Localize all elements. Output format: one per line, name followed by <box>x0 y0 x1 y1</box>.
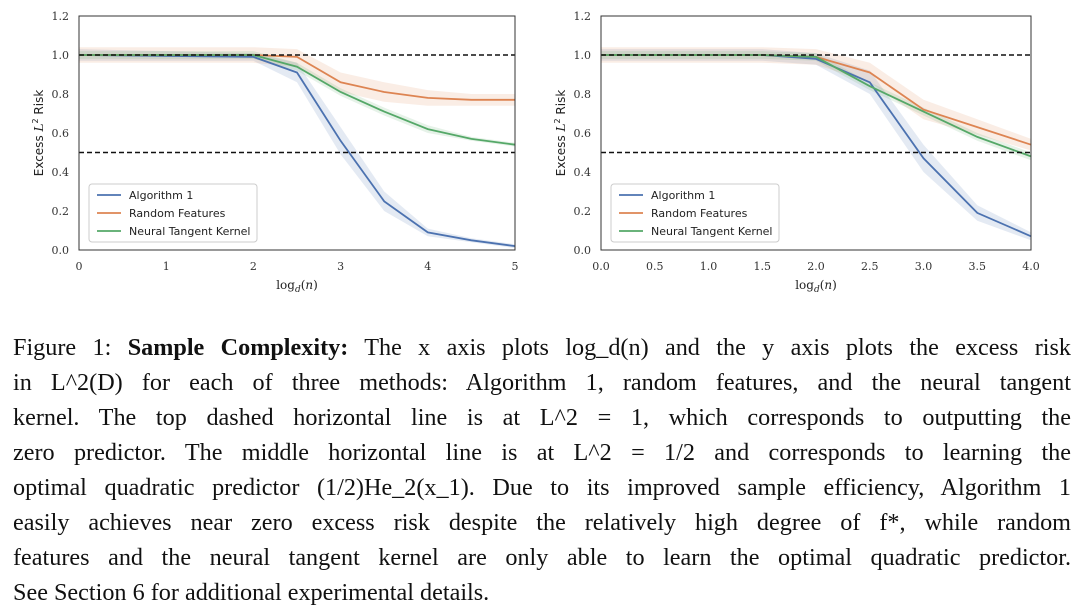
legend-label-1: Algorithm 1 <box>651 189 716 202</box>
caption-line-5: optimal quadratic predictor (1/2)He_2(x_1). Due to its improved sample efficiency, Algorithm 1 <box>13 474 1071 501</box>
y-tick-label: 0.4 <box>573 166 591 179</box>
caption-line-2: in L^2(D) for each of three methods: Algorithm 1, random features, and the neural tangent <box>13 369 1071 396</box>
x-tick-label: 4.0 <box>1022 260 1040 273</box>
caption-line-7: features and the neural tangent kernel are only able to learn the optimal quadratic predictor. <box>13 544 1071 571</box>
legend-label-1: Algorithm 1 <box>129 189 194 202</box>
series-line-3 <box>601 55 1031 156</box>
x-tick-label: 1 <box>162 260 170 273</box>
charts-svg <box>0 0 1080 300</box>
x-tick-label: 2.0 <box>807 260 825 273</box>
x-axis-label: $\log_d(n)$ <box>276 278 318 295</box>
legend-label-2: Random Features <box>651 207 748 220</box>
x-tick-label: 0.0 <box>592 260 610 273</box>
chart-1 <box>31 10 519 295</box>
legend-label-2: Random Features <box>129 207 226 220</box>
caption-line-4: zero predictor. The middle horizontal line is at L^2 = 1/2 and corresponds to learning the <box>13 439 1071 466</box>
caption-heading: Sample Complexity: <box>127 334 349 361</box>
caption-text: The x axis plots log_d(n) and the y axis plots the excess risk <box>364 334 1071 361</box>
caption-line-8: See Section 6 for additional experimental details. <box>13 579 490 606</box>
caption-line-3: kernel. The top dashed horizontal line is at L^2 = 1, which corresponds to outputting the <box>13 404 1071 431</box>
y-tick-label: 0.0 <box>51 244 69 257</box>
x-tick-label: 3.5 <box>968 260 986 273</box>
y-tick-label: 0.8 <box>51 88 69 101</box>
y-tick-label: 0.0 <box>573 244 591 257</box>
y-axis-label: Excess $L^2$ Risk <box>553 89 568 177</box>
y-tick-label: 1.0 <box>573 49 591 62</box>
y-tick-label: 0.6 <box>51 127 69 140</box>
y-tick-label: 0.8 <box>573 88 591 101</box>
x-axis-label: $\log_d(n)$ <box>795 278 837 295</box>
y-tick-label: 1.2 <box>51 10 69 23</box>
y-axis-label: Excess $L^2$ Risk <box>31 89 46 177</box>
x-tick-label: 3 <box>337 260 345 273</box>
x-tick-label: 2.5 <box>861 260 879 273</box>
legend-label-3: Neural Tangent Kernel <box>651 225 773 238</box>
caption-line-1 <box>13 330 1071 365</box>
y-tick-label: 0.4 <box>51 166 69 179</box>
y-tick-label: 1.0 <box>51 49 69 62</box>
x-tick-label: 1.0 <box>699 260 718 273</box>
y-tick-label: 0.6 <box>573 127 591 140</box>
y-tick-label: 1.2 <box>573 10 591 23</box>
figure-caption <box>13 330 1071 610</box>
x-tick-label: 1.5 <box>753 260 771 273</box>
x-tick-label: 0 <box>75 260 83 273</box>
x-tick-label: 2 <box>249 260 257 273</box>
x-tick-label: 4 <box>424 260 432 273</box>
caption-line-6: easily achieves near zero excess risk despite the relatively high degree of f*, while random <box>13 509 1071 536</box>
confidence-band-3 <box>601 51 1031 160</box>
y-tick-label: 0.2 <box>573 205 591 218</box>
y-tick-label: 0.2 <box>51 205 69 218</box>
chart-2 <box>553 10 1040 295</box>
x-tick-label: 0.5 <box>646 260 664 273</box>
caption-label: Figure 1: <box>13 334 112 361</box>
x-tick-label: 5 <box>511 260 519 273</box>
figure <box>0 0 1080 300</box>
legend-label-3: Neural Tangent Kernel <box>129 225 251 238</box>
x-tick-label: 3.0 <box>914 260 933 273</box>
